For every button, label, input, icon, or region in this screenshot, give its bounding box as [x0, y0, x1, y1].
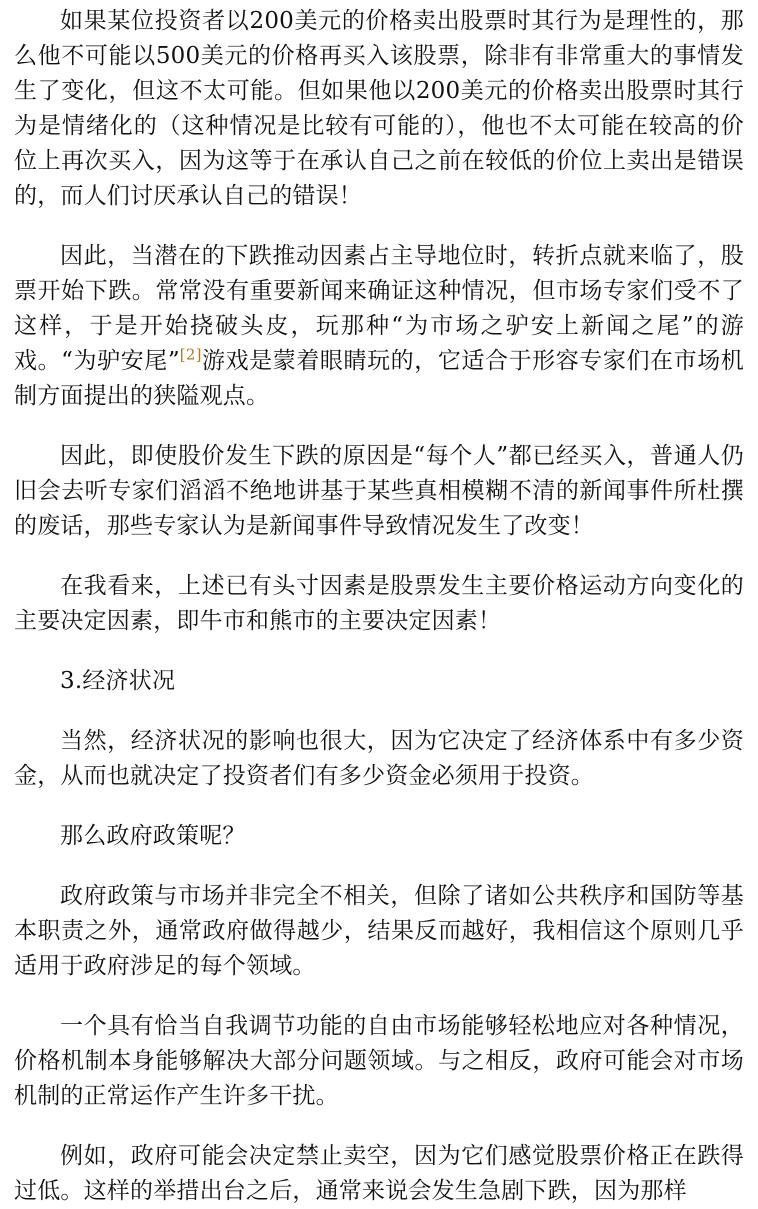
paragraph-9: 例如，政府可能会决定禁止卖空，因为它们感觉股票价格正在跌得过低。这样的举措出台之后，通常来说会发生急剧下跌，因为那样	[14, 1143, 744, 1204]
paragraph-4: 在我看来，上述已有头寸因素是股票发生主要价格运动方向变化的主要决定因素，即牛市和熊市的主要决定因素！	[14, 573, 744, 634]
paragraph-2-text-after: 游戏是蒙着眼睛玩的，它适合于形容专家们在市场机制方面提出的狭隘观点。	[14, 348, 744, 409]
paragraph-5: 当然，经济状况的影响也很大，因为它决定了经济体系中有多少资金，从而也就决定了投资者们有多少资金必须用于投资。	[14, 728, 744, 789]
paragraph-1: 如果某位投资者以200美元的价格卖出股票时其行为是理性的，那么他不可能以500美元的价格再买入该股票，除非有非常重大的事情发生了变化，但这不太可能。但如果他以200美元的价格卖出股票时其行为是情绪化的（这种情况是比较有可能的），他也不太可能在较高的价位上再次买入，因为这等于在承认自己之前在较低的价位上卖出是错误的，而人们讨厌承认自己的错误！	[14, 8, 744, 209]
paragraph-8: 一个具有恰当自我调节功能的自由市场能够轻松地应对各种情况，价格机制本身能够解决大部分问题领域。与之相反，政府可能会对市场机制的正常运作产生许多干扰。	[14, 1013, 744, 1109]
paragraph-3: 因此，即使股价发生下跌的原因是“每个人”都已经买入，普通人仍旧会去听专家们滔滔不绝地讲基于某些真相模糊不清的新闻事件所杜撰的废话，那些专家认为是新闻事件导致情况发生了改变！	[14, 443, 744, 539]
paragraph-6: 那么政府政策呢？	[60, 823, 246, 849]
paragraph-2	[14, 239, 744, 414]
paragraph-2-text-before: 因此，当潜在的下跌推动因素占主导地位时，转折点就来临了，股票开始下跌。常常没有重要新闻来确证这种情况，但市场专家们受不了这样，于是开始挠破头皮，玩那种“为市场之驴安上新闻之尾”的游戏。“为驴安尾”	[14, 243, 744, 374]
section-heading: 3.经济状况	[60, 668, 176, 694]
paragraph-7: 政府政策与市场并非完全不相关，但除了诸如公共秩序和国防等基本职责之外，通常政府做得越少，结果反而越好，我相信这个原则几乎适用于政府涉足的每个领域。	[14, 883, 744, 979]
footnote-reference-link[interactable]: [2]	[179, 345, 202, 364]
